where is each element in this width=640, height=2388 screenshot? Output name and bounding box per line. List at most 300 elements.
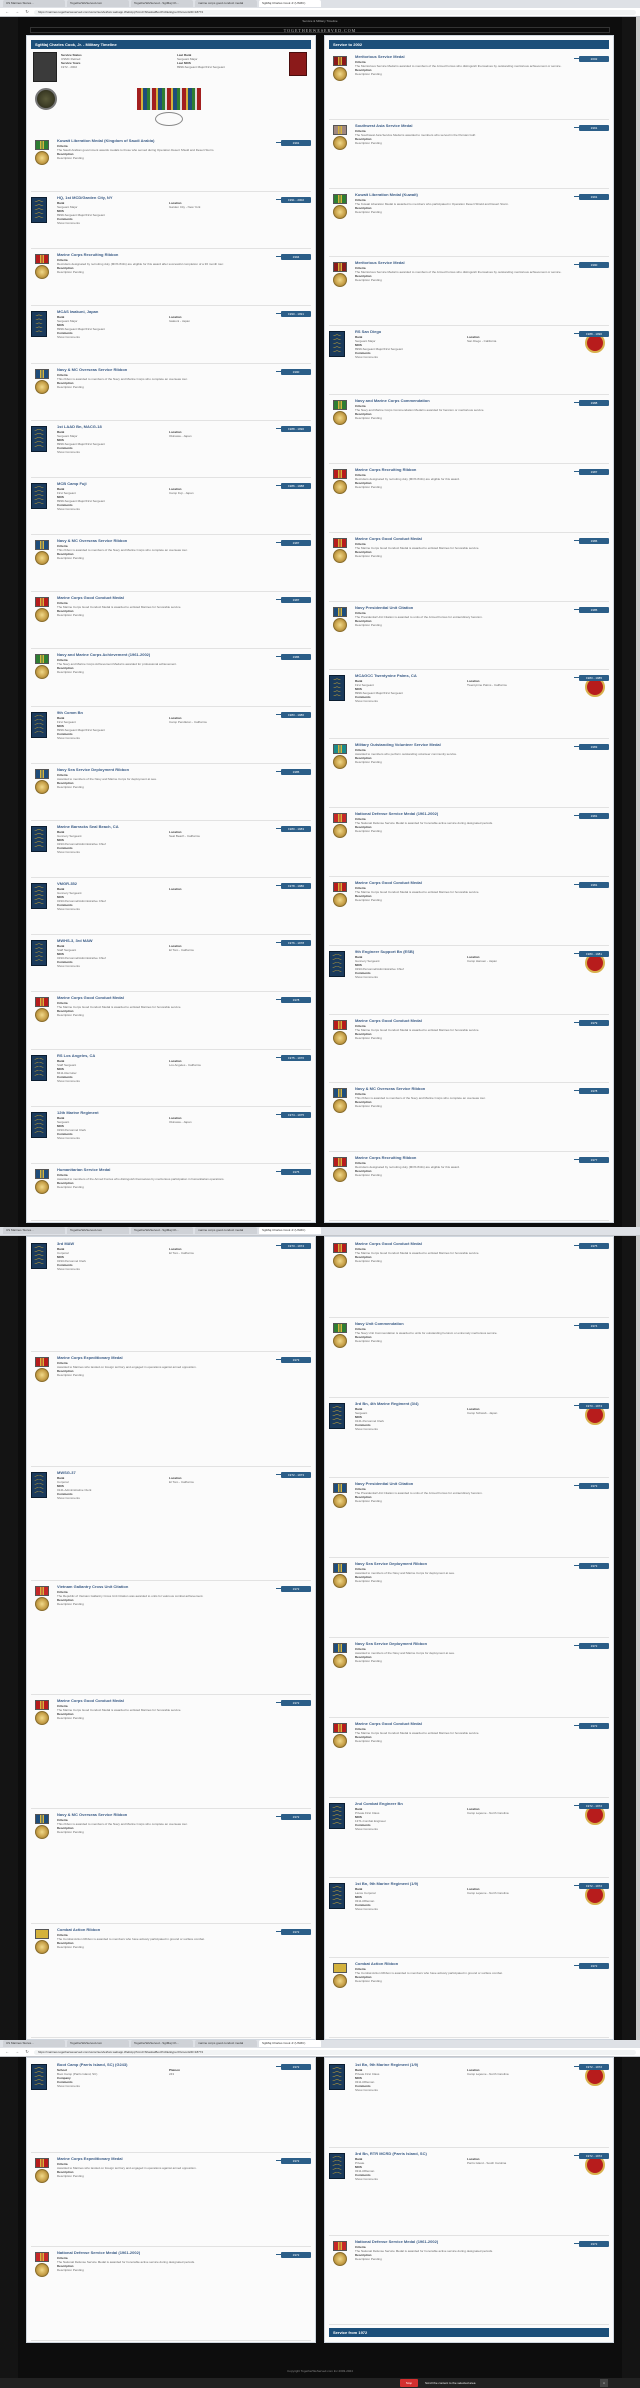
- rank-label: Rank: [57, 1247, 65, 1251]
- year-badge: 1975: [579, 1243, 609, 1249]
- rank-label: Rank: [57, 1475, 65, 1480]
- unit-fields: [57, 430, 275, 438]
- year-badge: 1973: [579, 1483, 609, 1489]
- description-text: Description Pending: [355, 484, 382, 489]
- year-badge: 1987: [281, 540, 311, 546]
- show-comments-link[interactable]: Show Comments: [355, 1427, 378, 1431]
- timeline-entry: [329, 2237, 609, 2325]
- criteria-label: Criteria: [57, 1818, 68, 1823]
- forward-arrow-icon[interactable]: →: [15, 9, 19, 14]
- rank-label: Rank: [57, 1058, 65, 1063]
- medal-icon: [35, 665, 49, 679]
- show-comments-link[interactable]: Show Comments: [355, 1827, 378, 1831]
- entry-title[interactable]: Marine Corps Recruiting Ribbon: [355, 466, 417, 472]
- timeline-entry: [329, 740, 609, 808]
- timeline-entry: [329, 534, 609, 602]
- unit-fields: [355, 2068, 573, 2076]
- rank-insignia-icon: [329, 1883, 345, 1909]
- medal-image: [31, 769, 53, 794]
- mos-value: 0193-Personnel Clerk: [57, 1127, 87, 1132]
- browser-tab[interactable]: US Marines Stores...: [3, 1227, 65, 1234]
- criteria-label: Criteria: [355, 1023, 366, 1028]
- rank-value: Gunnery Sergeant: [355, 958, 380, 963]
- screen-share-message: Scroll the content to the selected area: [425, 2381, 476, 2385]
- timeline-entry: [31, 993, 311, 1049]
- show-comments-link[interactable]: Show Comments: [57, 2084, 80, 2088]
- show-comments-link[interactable]: Show Comments: [355, 1907, 378, 1911]
- comments-label: Comments: [355, 1423, 371, 1427]
- mos-value: 8999-Sergeant Major/First Sergeant: [355, 691, 403, 696]
- criteria-text: The Marine Corps Good Conduct Medal is awarded to enlisted Marines for honorable service.: [355, 889, 480, 894]
- url-field[interactable]: https://marines.togetherweserved.com/usmc/servlet/tws.webapp.WebApp?cmd=ShadowBoxProfile&type=Person&ID=18772: [34, 10, 636, 15]
- unit-fields: [355, 1407, 573, 1415]
- description-text: Description Pending: [57, 670, 84, 675]
- description-text: Description Pending: [355, 897, 382, 902]
- mos-value: 8999-Sergeant Major/First Sergeant: [57, 441, 105, 446]
- timeline-entry: [31, 1165, 311, 1221]
- browser-tab[interactable]: US Marines Stores...: [3, 2040, 65, 2047]
- entry-title[interactable]: MCAS Iwakuni, Japan: [57, 309, 99, 315]
- browser-tab[interactable]: TogetherWeServed - SgtMaj Ch...: [131, 1227, 193, 1234]
- timeline-entry: [31, 1051, 311, 1107]
- description-text: Description Pending: [355, 1499, 382, 1503]
- medal-icon: [333, 1734, 347, 1748]
- comments-label: Comments: [57, 1491, 73, 1496]
- comments-label: Comments: [57, 845, 73, 850]
- browser-tab[interactable]: TogetherWeServed.com: [67, 1227, 129, 1234]
- entry-title[interactable]: Vietnam Gallantry Cross Unit Citation: [57, 1583, 129, 1589]
- show-comments-link[interactable]: Show Comments: [57, 1078, 80, 1083]
- criteria-text: Awarded to Marines who landed on foreign territory and engaged in operations against armed opposition.: [57, 1365, 197, 1370]
- entry-title[interactable]: National Defense Service Medal (1961-2002): [355, 2239, 439, 2245]
- show-comments-link[interactable]: Show Comments: [57, 1135, 80, 1140]
- description-text: Description Pending: [57, 1184, 84, 1189]
- medal-image: [329, 1243, 351, 1268]
- entry-title[interactable]: Combat Action Ribbon: [355, 1961, 399, 1966]
- show-comments-link[interactable]: Show Comments: [57, 964, 80, 969]
- rank-value: Staff Sergeant: [57, 1062, 77, 1067]
- reload-icon[interactable]: ↻: [25, 2049, 29, 2054]
- show-comments-link[interactable]: Show Comments: [57, 221, 80, 226]
- entry-title[interactable]: Navy and Marine Corps Achievement (1961-2002): [57, 652, 151, 658]
- location-value: Iwakuni - Japan: [169, 319, 191, 324]
- year-badge: 1990: [281, 369, 311, 375]
- screen-share-bar: [0, 2378, 640, 2388]
- medal-icon: [35, 1180, 49, 1194]
- entry-title[interactable]: Marine Corps Good Conduct Medal: [57, 995, 124, 1001]
- entry-title[interactable]: 1st Bn, 9th Marine Regiment (1/9): [355, 2062, 419, 2067]
- medal-icon: [35, 780, 49, 794]
- entry-title[interactable]: Navy Unit Commendation: [355, 1321, 404, 1326]
- year-badge: 1991 - 2002: [281, 197, 311, 203]
- description-label: Description: [57, 552, 74, 557]
- criteria-label: Criteria: [355, 1327, 366, 1331]
- entry-title[interactable]: Marine Corps Good Conduct Medal: [355, 1017, 422, 1023]
- browser-tab[interactable]: TogetherWeServed - SgtMaj Ch...: [131, 0, 193, 7]
- entry-title[interactable]: 12th Marine Regiment: [57, 1109, 99, 1115]
- medal-image: [31, 1814, 53, 1839]
- browser-tab[interactable]: TogetherWeServed - SgtMaj Ch...: [131, 2040, 193, 2047]
- entry-title[interactable]: Marine Corps Good Conduct Medal: [355, 1721, 422, 1726]
- ribbon-icon: [35, 1929, 49, 1939]
- mos-label: MOS: [57, 723, 64, 728]
- description-label: Description: [57, 1712, 74, 1717]
- entry-title[interactable]: MWHS-3, 3rd MAW: [57, 938, 93, 944]
- timeline-entry: [329, 465, 609, 533]
- medal-icon: [333, 755, 347, 769]
- entry-body: [355, 398, 573, 420]
- medal-image: [329, 1643, 351, 1668]
- entry-title[interactable]: 3rd Bn, 4th Marine Regiment (3/4): [355, 1401, 419, 1406]
- comments-label: Comments: [57, 731, 73, 736]
- mos-label: MOS: [57, 1483, 64, 1488]
- browser-tab[interactable]: TogetherWeServed.com: [67, 0, 129, 7]
- location-label: Location: [467, 954, 480, 959]
- entry-body: [355, 260, 573, 282]
- browser-chrome: [0, 0, 640, 17]
- entry-title[interactable]: Marine Corps Good Conduct Medal: [57, 595, 124, 601]
- criteria-label: Criteria: [57, 1361, 68, 1366]
- comments-label: Comments: [57, 1074, 73, 1079]
- medal-icon: [333, 67, 347, 81]
- entry-title[interactable]: 3rd MAW: [57, 1241, 75, 1246]
- mos-label: MOS: [57, 895, 64, 900]
- medal-image: [329, 1020, 351, 1045]
- medal-image: [329, 1157, 351, 1182]
- entry-title[interactable]: MCB Camp Fuji: [57, 480, 87, 486]
- entry-body: [355, 1641, 573, 1663]
- mos-label: MOS: [57, 323, 64, 328]
- location-value: Twentynine Palms - California: [467, 683, 507, 688]
- entry-body: [57, 1812, 275, 1834]
- medal-image: [329, 2241, 351, 2266]
- entry-body: [355, 1155, 573, 1177]
- location-value: Okinawa - Japan: [169, 1119, 192, 1124]
- browser-tab[interactable]: US Marines Stores...: [3, 0, 65, 7]
- description-text: Description Pending: [355, 1173, 382, 1178]
- description-label: Description: [355, 1100, 372, 1105]
- ribbon-icon: [35, 1700, 49, 1710]
- ribbon-icon: [35, 140, 49, 150]
- entry-title[interactable]: 9th Comm Bn: [57, 709, 83, 715]
- criteria-text: The Navy Unit Commendation is awarded to units for outstanding heroism or extremely meritorious service.: [355, 1331, 498, 1335]
- location-label: Location: [467, 1887, 480, 1891]
- description-label: Description: [57, 780, 74, 785]
- description-label: Description: [355, 1031, 372, 1036]
- service-status-label: Service Status: [61, 53, 82, 57]
- entry-body: [57, 1927, 275, 1949]
- year-badge: 1990 - 1991: [281, 311, 311, 317]
- entry-title[interactable]: Navy Sea Service Deployment Ribbon: [57, 766, 130, 772]
- entry-title[interactable]: National Defense Service Medal (1961-2002): [355, 811, 439, 817]
- medal-image: [329, 194, 351, 219]
- service-status: USMC Retired: [61, 57, 81, 61]
- year-badge: 1972 - 1972: [579, 1883, 609, 1889]
- criteria-text: The Meritorious Service Medal is awarded to members of the Armed Forces who distinguish themselves by outstanding meritorious achievement or service.: [355, 64, 562, 68]
- reload-icon[interactable]: ↻: [25, 9, 29, 14]
- description-label: Description: [57, 2170, 74, 2174]
- description-label: Description: [57, 2264, 74, 2268]
- entry-title[interactable]: Marine Corps Recruiting Ribbon: [57, 252, 119, 258]
- entry-title[interactable]: Navy & MC Overseas Service Ribbon: [57, 538, 128, 544]
- rank-label: Rank: [355, 335, 363, 340]
- entry-title[interactable]: RS San Diego: [355, 329, 382, 335]
- tab-strip-2: [0, 1227, 640, 1235]
- forward-arrow-icon[interactable]: →: [15, 2049, 19, 2054]
- url-field-3[interactable]: https://marines.togetherweserved.com/usmc/servlet/tws.webapp.WebApp?cmd=ShadowBoxProfile&type=Person&ID=18772: [34, 2050, 636, 2055]
- mos-value: 0193-Personnel Clerk: [57, 1259, 87, 1263]
- entry-title[interactable]: 1st LAAD Bn, MACG-18: [57, 423, 102, 429]
- entry-title[interactable]: Combat Action Ribbon: [57, 1926, 101, 1932]
- back-arrow-icon[interactable]: ←: [5, 9, 9, 14]
- entry-title[interactable]: Marine Corps Recruiting Ribbon: [355, 1155, 417, 1161]
- browser-tab[interactable]: TogetherWeServed.com: [67, 2040, 129, 2047]
- description-label: Description: [355, 893, 372, 898]
- entry-body: [355, 2151, 573, 2181]
- criteria-text: The Navy and Marine Corps Achievement Medal is awarded for professional achievement.: [57, 662, 177, 667]
- medal-image: [329, 1483, 351, 1508]
- timeline-entry: [31, 1810, 311, 1923]
- location-value: Camp Lejeune - North Carolina: [467, 1891, 509, 1895]
- entry-title[interactable]: Marine Corps Good Conduct Medal: [57, 1698, 124, 1704]
- entry-title[interactable]: Navy Presidential Unit Citation: [355, 1481, 414, 1486]
- browser-tab[interactable]: SgtMaj Charles Cook Jr (USMC): [259, 2040, 321, 2047]
- rank-insignia-icon: [31, 197, 47, 223]
- entry-body: [57, 1241, 275, 1271]
- show-comments-link[interactable]: Show Comments: [355, 2088, 378, 2092]
- year-badge: 1975 - 1976: [281, 1055, 311, 1061]
- ribbon-icon: [333, 1643, 347, 1653]
- timeline-entry: [31, 250, 311, 306]
- entry-title[interactable]: Southwest Asia Service Medal: [355, 122, 413, 128]
- entry-title[interactable]: MWSG-37: [57, 1469, 76, 1475]
- description-label: Description: [355, 549, 372, 554]
- description-text: Description Pending: [57, 156, 84, 160]
- medal-icon: [333, 1974, 347, 1988]
- entry-body: [57, 1110, 275, 1140]
- show-comments-link[interactable]: Show Comments: [57, 449, 80, 454]
- entry-title[interactable]: Navy Sea Service Deployment Ribbon: [355, 1561, 428, 1566]
- timeline-entry: [329, 2060, 609, 2148]
- back-arrow-icon[interactable]: ←: [5, 2049, 9, 2054]
- criteria-label: Criteria: [355, 60, 366, 64]
- entry-body: [57, 652, 275, 674]
- rank-value: Private First Class: [355, 1811, 380, 1815]
- entry-title[interactable]: 1st Bn, 9th Marine Regiment (1/9): [355, 1881, 419, 1886]
- entry-title[interactable]: Marine Corps Good Conduct Medal: [355, 1241, 422, 1246]
- rank-insignia-icon: [31, 940, 47, 966]
- show-comments-link[interactable]: Show Comments: [355, 974, 378, 979]
- unit-fields: [57, 201, 275, 209]
- entry-title[interactable]: Meritorious Service Medal: [355, 260, 405, 266]
- year-badge: 1972: [281, 2252, 311, 2258]
- description-text: Description Pending: [355, 760, 382, 765]
- entry-title[interactable]: Navy & MC Overseas Service Ribbon: [355, 1086, 426, 1092]
- year-badge: 1986: [579, 538, 609, 544]
- criteria-label: Criteria: [355, 610, 366, 615]
- location-label: Location: [169, 1247, 182, 1251]
- show-comments-link[interactable]: Show Comments: [57, 849, 80, 854]
- description-label: Description: [355, 1735, 372, 1739]
- site-brand: TOGETHERWESERVED.COM: [30, 27, 610, 33]
- entry-body: [57, 309, 275, 339]
- timeline-entry: [31, 1108, 311, 1164]
- rank-insignia-icon: [31, 883, 47, 909]
- entry-title[interactable]: Marine Corps Expeditionary Medal: [57, 2156, 123, 2161]
- description-text: Description Pending: [355, 1035, 382, 1040]
- criteria-label: Criteria: [355, 1567, 366, 1571]
- show-comments-link[interactable]: Show Comments: [57, 907, 80, 912]
- timeline-entry: [31, 650, 311, 706]
- ribbon-icon: [333, 1563, 347, 1573]
- mos-label: MOS: [57, 1255, 64, 1259]
- rank-value: Staff Sergeant: [57, 948, 77, 953]
- close-icon[interactable]: ×: [600, 2379, 608, 2387]
- show-comments-link[interactable]: Show Comments: [57, 506, 80, 511]
- entry-title[interactable]: Navy & MC Overseas Service Ribbon: [57, 1812, 128, 1818]
- timeline-entry: [329, 1153, 609, 1221]
- browser-tab[interactable]: marine corps good conduct medal: [195, 2040, 257, 2047]
- scrollbar[interactable]: [636, 17, 640, 1227]
- left-column: [26, 35, 316, 1223]
- scrollbar-2[interactable]: [636, 1236, 640, 2040]
- criteria-text: The Presidential Unit Citation is awarded to units of the Armed Forces for extraordinary heroism.: [355, 1491, 483, 1495]
- location-value: Camp Pendleton - California: [169, 719, 207, 724]
- location-label: Platoon: [169, 2068, 180, 2072]
- entry-title[interactable]: Marine Corps Good Conduct Medal: [355, 879, 422, 885]
- location-label: Location: [169, 429, 182, 434]
- browser-tab[interactable]: marine corps good conduct medal: [195, 1227, 257, 1234]
- entry-title[interactable]: HQ, 1st MCD/Garden City, NY: [57, 195, 113, 201]
- location-label: Location: [467, 1807, 480, 1811]
- medal-icon: [333, 1031, 347, 1045]
- description-label: Description: [57, 152, 74, 156]
- description-text: Description Pending: [355, 622, 382, 627]
- medal-icon: [333, 1254, 347, 1268]
- year-badge: 1972 - 1973: [281, 1472, 311, 1478]
- show-comments-link[interactable]: Show Comments: [57, 335, 80, 340]
- description-text: Description Pending: [355, 1739, 382, 1743]
- entry-title[interactable]: Kuwait Liberation Medal (Kuwait): [355, 191, 418, 197]
- year-badge: 1991: [281, 140, 311, 146]
- location-value: Los Angeles - California: [169, 1062, 201, 1067]
- entry-title[interactable]: Navy Sea Service Deployment Ribbon: [355, 1641, 428, 1646]
- entry-title[interactable]: 3rd Bn, RTR MCRD (Parris Island, SC): [355, 2150, 427, 2156]
- description-text: Description Pending: [57, 270, 84, 275]
- entry-title[interactable]: 9th Engineer Support Bn (ESB): [355, 948, 415, 954]
- mos-value: 8999-Sergeant Major/First Sergeant: [57, 327, 105, 332]
- timeline-entry: [31, 1353, 311, 1466]
- rank-value: Corporal: [57, 1479, 69, 1484]
- entry-body: [57, 1053, 275, 1083]
- entry-title[interactable]: Kuwait Liberation Medal (Kingdom of Saudi Arabia): [57, 138, 155, 143]
- entry-title[interactable]: Meritorious Service Medal: [355, 54, 405, 59]
- stop-button[interactable]: Stop: [400, 2379, 418, 2387]
- entry-title[interactable]: Military Outstanding Volunteer Service Medal: [355, 742, 441, 748]
- year-badge: 1976 - 1978: [281, 940, 311, 946]
- ribbon-icon: [35, 769, 49, 779]
- entry-title[interactable]: RS Los Angeles, CA: [57, 1052, 96, 1058]
- location-value: San Diego - California: [467, 339, 497, 344]
- comments-label: Comments: [57, 2080, 73, 2084]
- rank-value: Private First Class: [355, 2072, 380, 2076]
- medal-icon: [333, 1099, 347, 1113]
- criteria-label: Criteria: [355, 1487, 366, 1491]
- medal-image: [31, 140, 53, 165]
- criteria-label: Criteria: [57, 144, 68, 148]
- rank-label: Rank: [57, 829, 65, 834]
- entry-body: [355, 880, 573, 902]
- rank-label: School: [57, 2068, 68, 2072]
- criteria-text: The Marine Corps Good Conduct Medal is awarded to enlisted Marines for honorable service.: [57, 1708, 182, 1713]
- rank-insignia-icon: [31, 826, 47, 852]
- show-comments-link[interactable]: Show Comments: [57, 735, 80, 740]
- timeline-entry: [31, 708, 311, 764]
- entry-title[interactable]: Navy Presidential Unit Citation: [355, 604, 414, 610]
- right-column-3: [324, 2057, 614, 2343]
- ribbon-icon: [35, 1814, 49, 1824]
- timeline-entry: [329, 1479, 609, 1558]
- show-comments-link[interactable]: Show Comments: [355, 699, 378, 704]
- description-text: Description Pending: [57, 1944, 84, 1949]
- entry-title[interactable]: Navy & MC Overseas Service Ribbon: [57, 366, 128, 372]
- criteria-label: Criteria: [57, 1589, 68, 1594]
- timeline-entry: [329, 1639, 609, 1718]
- browser-tab[interactable]: SgtMaj Charles Cook Jr (USMC): [259, 1227, 321, 1234]
- timeline-entry: [31, 936, 311, 992]
- description-text: Description Pending: [355, 1104, 382, 1109]
- medal-image: [329, 262, 351, 287]
- show-comments-link[interactable]: Show Comments: [355, 2176, 378, 2181]
- show-comments-link[interactable]: Show Comments: [57, 1267, 80, 1271]
- year-badge: 1983 - 1985: [579, 675, 609, 681]
- entry-title[interactable]: VMGR-352: [57, 881, 78, 887]
- show-comments-link[interactable]: Show Comments: [57, 1495, 80, 1500]
- location-label: Location: [169, 887, 182, 892]
- service-years: 1972 - 2002: [61, 65, 78, 69]
- rank-label: Rank: [355, 2068, 363, 2072]
- browser-chrome-3: [0, 2040, 640, 2057]
- entry-title[interactable]: Marine Barracks Seal Beach, CA: [57, 823, 119, 829]
- browser-tab[interactable]: marine corps good conduct medal: [195, 0, 257, 7]
- entry-title[interactable]: Humanitarian Service Medal: [57, 1166, 111, 1172]
- ribbon-icon: [35, 369, 49, 379]
- criteria-text: The Southwest Asia Service Medal is awarded to members who served in the Persian Gulf.: [355, 132, 476, 137]
- entry-title[interactable]: Marine Corps Expeditionary Medal: [57, 1355, 123, 1361]
- year-badge: 1986: [281, 654, 311, 660]
- entry-title[interactable]: Marine Corps Good Conduct Medal: [355, 535, 422, 541]
- ribbon-icon: [333, 1020, 347, 1030]
- entry-body: [355, 329, 573, 359]
- entry-body: [57, 995, 275, 1017]
- ribbon-icon: [333, 1088, 347, 1098]
- timeline-entry: [329, 1399, 609, 1478]
- ribbon-icon: [333, 56, 347, 66]
- entry-title[interactable]: MCAGCC Twentynine Palms, CA: [355, 673, 417, 679]
- location-value: Camp Fuji - Japan: [169, 490, 194, 495]
- rank-value: Sergeant Major: [57, 319, 78, 324]
- criteria-label: Criteria: [355, 1727, 366, 1731]
- entry-title[interactable]: Boot Camp (Parris Island, SC) (G243): [57, 2062, 128, 2067]
- entry-title[interactable]: 2nd Combat Engineer Bn: [355, 1801, 403, 1806]
- entry-title[interactable]: Navy and Marine Corps Commendation: [355, 398, 430, 404]
- medal-icon: [333, 1494, 347, 1508]
- left-gutter-2: [0, 1236, 18, 2040]
- show-comments-link[interactable]: Show Comments: [355, 355, 378, 360]
- entry-title[interactable]: National Defense Service Medal (1961-2002): [57, 2250, 141, 2255]
- browser-tab[interactable]: SgtMaj Charles Cook Jr (USMC): [259, 0, 321, 7]
- comments-label: Comments: [355, 695, 371, 700]
